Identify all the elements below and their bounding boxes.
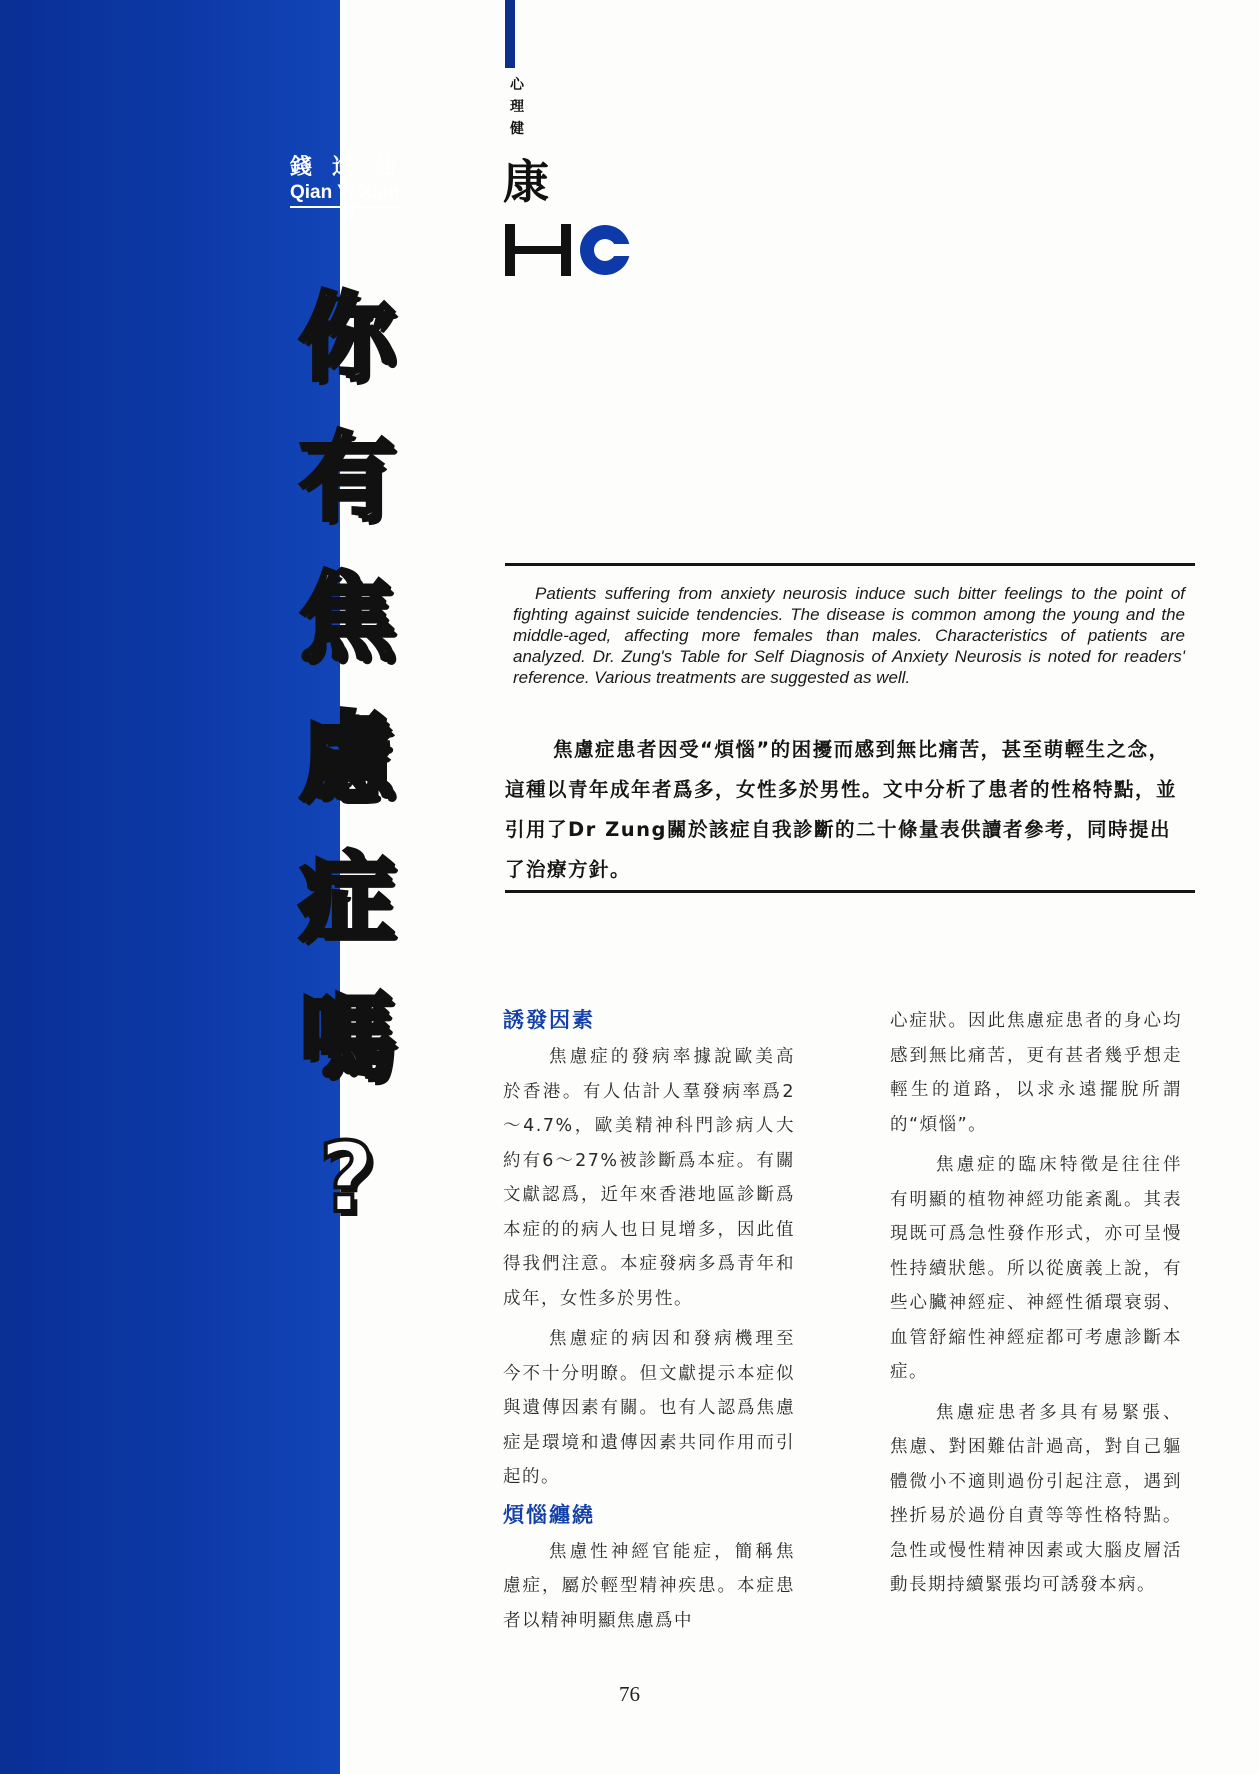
blue-side-band <box>0 0 340 1774</box>
body-column-left <box>503 1000 795 1638</box>
body-paragraph: 焦慮症的病因和發病機理至今不十分明瞭。但文獻提示本症似與遺傳因素有關。也有人認爲焦慮症是環境和遺傳因素共同作用而引起的。 <box>503 1329 795 1487</box>
title-char: 有 <box>299 422 395 534</box>
category-rail <box>505 0 515 68</box>
author-name-zh: 錢逸仙 <box>290 155 417 180</box>
page-number: 76 <box>619 1682 640 1706</box>
body-column-right <box>890 1004 1182 1603</box>
title-char: 你 <box>299 282 395 394</box>
title-char: 症 <box>299 842 395 954</box>
bottom-rule <box>505 890 1195 893</box>
article-title <box>292 268 402 1248</box>
category-char: 理 <box>510 99 524 115</box>
section-heading: 煩惱纏繞 <box>503 1502 595 1527</box>
body-paragraph: 心症狀。因此焦慮症患者的身心均感到無比痛苦，更有甚者幾乎想走輕生的道路，以求永遠擺脫所謂的“煩惱”。 <box>890 1011 1182 1135</box>
body-paragraph: 焦慮症患者多具有易緊張、焦慮、對困難估計過高，對自己軀體微小不適則過份引起注意，遇到挫折易於過份自責等等性格特點。急性或慢性精神因素或大腦皮層活動長期持續緊張均可誘發本病。 <box>890 1402 1182 1595</box>
title-char: 慮 <box>299 702 395 814</box>
body-paragraph: 焦慮症的臨床特徵是往往伴有明顯的植物神經功能紊亂。其表現既可爲急性發作形式，亦可呈慢性持續狀態。所以從廣義上說，有些心臟神經症、神經性循環衰弱、血管舒縮性神經症都可考慮診斷本症。 <box>890 1155 1182 1382</box>
category-char: 健 <box>510 121 524 137</box>
title-char: 嗎 <box>299 982 395 1094</box>
author-mark <box>340 204 354 218</box>
abstract-english: Patients suffering from anxiety neurosis induce such bitter feelings to the point of fighting against suicide tendencies. The disease is common among the young and the middle-aged, affecting more females than males. Characteristics of patients are analyzed. Dr. Zung's Table for Self Diagnosis of Anxiety Neurosis is noted for readers' reference. Various treatments are suggested as well. <box>513 584 1185 687</box>
abstract-chinese: 焦慮症患者因受“煩惱”的困擾而感到無比痛苦，甚至萌輕生之念，這種以青年成年者爲多，女性多於男性。文中分析了患者的性格特點，並引用了Dr Zung關於該症自我診斷的二十條量表供讀者參考，同時提出了治療方針。 <box>505 738 1178 881</box>
category-label <box>505 74 529 140</box>
hc-logo <box>505 222 637 278</box>
category-char: 心 <box>510 77 524 93</box>
category-big-char: 康 <box>503 155 549 209</box>
body-paragraph: 焦慮性神經官能症，簡稱焦慮症，屬於輕型精神疾患。本症患者以精神明顯焦慮爲中 <box>503 1541 795 1631</box>
author-name-en: Qian Yi Xian <box>290 182 400 208</box>
body-paragraph: 焦慮症的發病率據說歐美高於香港。有人估計人羣發病率爲2～4.7%，歐美精神科門診病人大約有6～27%被診斷爲本症。有關文獻認爲，近年來香港地區診斷爲本症的的病人也日見增多，因此值得我們注意。本症發病多爲青年和成年，女性多於男性。 <box>503 1047 795 1309</box>
title-question-mark: ? <box>319 1122 375 1234</box>
title-char: 焦 <box>299 562 395 674</box>
section-heading: 誘發因素 <box>503 1008 595 1032</box>
top-rule <box>505 563 1195 566</box>
